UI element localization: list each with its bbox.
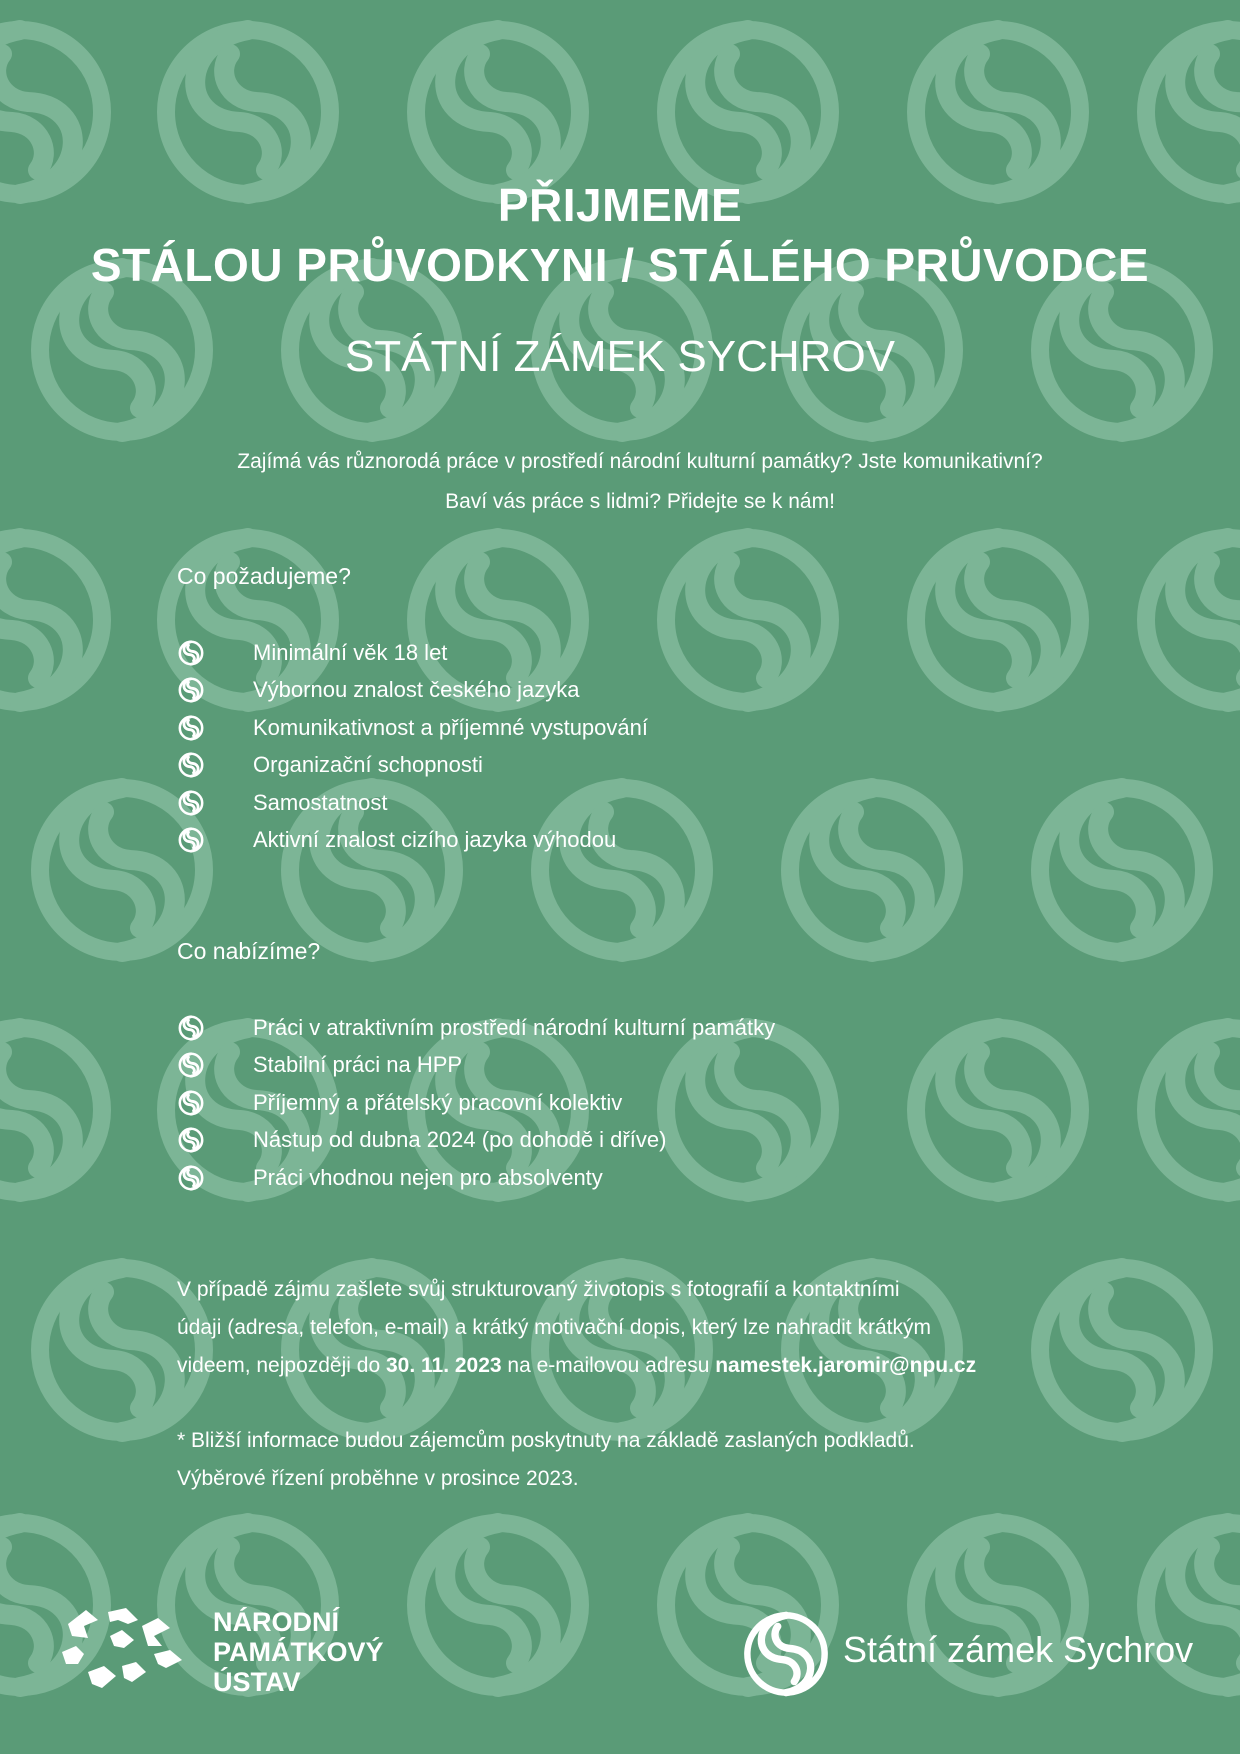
contact-line-3 <box>177 1347 1137 1385</box>
contact-line-3-middle: na e-mailovou adresu <box>501 1354 716 1377</box>
list-item-label: Samostatnost <box>253 789 388 815</box>
intro-paragraph <box>150 442 1130 522</box>
contact-email-link[interactable]: namestek.jaromir@npu.cz <box>715 1354 977 1377</box>
list-item-label: Příjemný a přátelský pracovní kolektiv <box>253 1089 623 1115</box>
swirl-bullet-icon <box>177 1014 205 1042</box>
list-item-label: Minimální věk 18 let <box>253 639 448 665</box>
list-item <box>177 1009 1077 1047</box>
heading-line-1: PŘIJMEME <box>497 179 743 231</box>
swirl-bullet-icon <box>177 789 205 817</box>
list-item <box>177 1047 1077 1085</box>
list-item-label: Stabilní práci na HPP <box>253 1052 463 1078</box>
list-item-label: Práci vhodnou nejen pro absolventy <box>253 1164 603 1190</box>
footnote-line-2: Výběrové řízení proběhne v prosince 2023. <box>177 1467 579 1490</box>
heading-line-2: STÁLOU PRŮVODKYNI / STÁLÉHO PRŮVODCE <box>90 239 1150 291</box>
requirements-heading: Co požadujeme? <box>177 563 351 589</box>
offer-heading: Co nabízíme? <box>177 938 321 964</box>
npu-line-3: ÚSTAV <box>213 1667 301 1697</box>
list-item-label: Nástup od dubna 2024 (po dohodě i dříve) <box>253 1127 667 1153</box>
list-item-label: Výbornou znalost českého jazyka <box>253 677 580 703</box>
intro-line-1: Zajímá vás různorodá práce v prostředí národní kulturní památky? Jste komunikativní? <box>237 450 1043 473</box>
list-item-label: Aktivní znalost cizího jazyka výhodou <box>253 827 617 853</box>
list-item <box>177 784 1077 822</box>
list-item <box>177 672 1077 710</box>
swirl-bullet-icon <box>177 1089 205 1117</box>
swirl-bullet-icon <box>177 751 205 779</box>
castle-wordmark: Státní zámek Sychrov <box>843 1629 1194 1670</box>
offer-list <box>177 1009 1077 1197</box>
npu-arrows-icon <box>58 1606 188 1694</box>
list-item-label: Organizační schopnosti <box>253 752 483 778</box>
list-item <box>177 1122 1077 1160</box>
swirl-bullet-icon <box>177 826 205 854</box>
contact-line-2: údaji (adresa, telefon, e-mail) a krátký motivační dopis, který lze nahradit krátkým <box>177 1316 931 1339</box>
swirl-bullet-icon <box>177 1126 205 1154</box>
sychrov-swirl-icon <box>740 1608 832 1700</box>
requirements-list <box>177 634 1077 859</box>
swirl-bullet-icon <box>177 639 205 667</box>
list-item <box>177 747 1077 785</box>
list-item <box>177 1084 1077 1122</box>
footnote <box>177 1422 1137 1498</box>
footnote-line-1: * Bližší informace budou zájemcům poskytnuty na základě zaslaných podkladů. <box>177 1429 915 1452</box>
list-item <box>177 822 1077 860</box>
npu-line-2: PAMÁTKOVÝ <box>213 1637 384 1667</box>
swirl-bullet-icon <box>177 714 205 742</box>
npu-wordmark <box>213 1607 384 1697</box>
application-instructions <box>177 1271 1137 1385</box>
location-title: STÁTNÍ ZÁMEK SYCHROV <box>344 332 896 381</box>
list-item <box>177 709 1077 747</box>
npu-line-1: NÁRODNÍ <box>213 1607 339 1637</box>
intro-line-2: Baví vás práce s lidmi? Přidejte se k nám! <box>445 490 835 513</box>
list-item <box>177 634 1077 672</box>
list-item-label: Komunikativnost a příjemné vystupování <box>253 714 648 740</box>
contact-line-1: V případě zájmu zašlete svůj strukturovaný životopis s fotografií a kontaktními <box>177 1278 900 1301</box>
swirl-bullet-icon <box>177 1051 205 1079</box>
swirl-bullet-icon <box>177 1164 205 1192</box>
swirl-bullet-icon <box>177 676 205 704</box>
deadline-date: 30. 11. 2023 <box>385 1354 502 1377</box>
list-item <box>177 1159 1077 1197</box>
list-item-label: Práci v atraktivním prostředí národní kulturní památky <box>253 1014 776 1040</box>
contact-line-3-prefix: videem, nejpozději do <box>177 1354 386 1377</box>
